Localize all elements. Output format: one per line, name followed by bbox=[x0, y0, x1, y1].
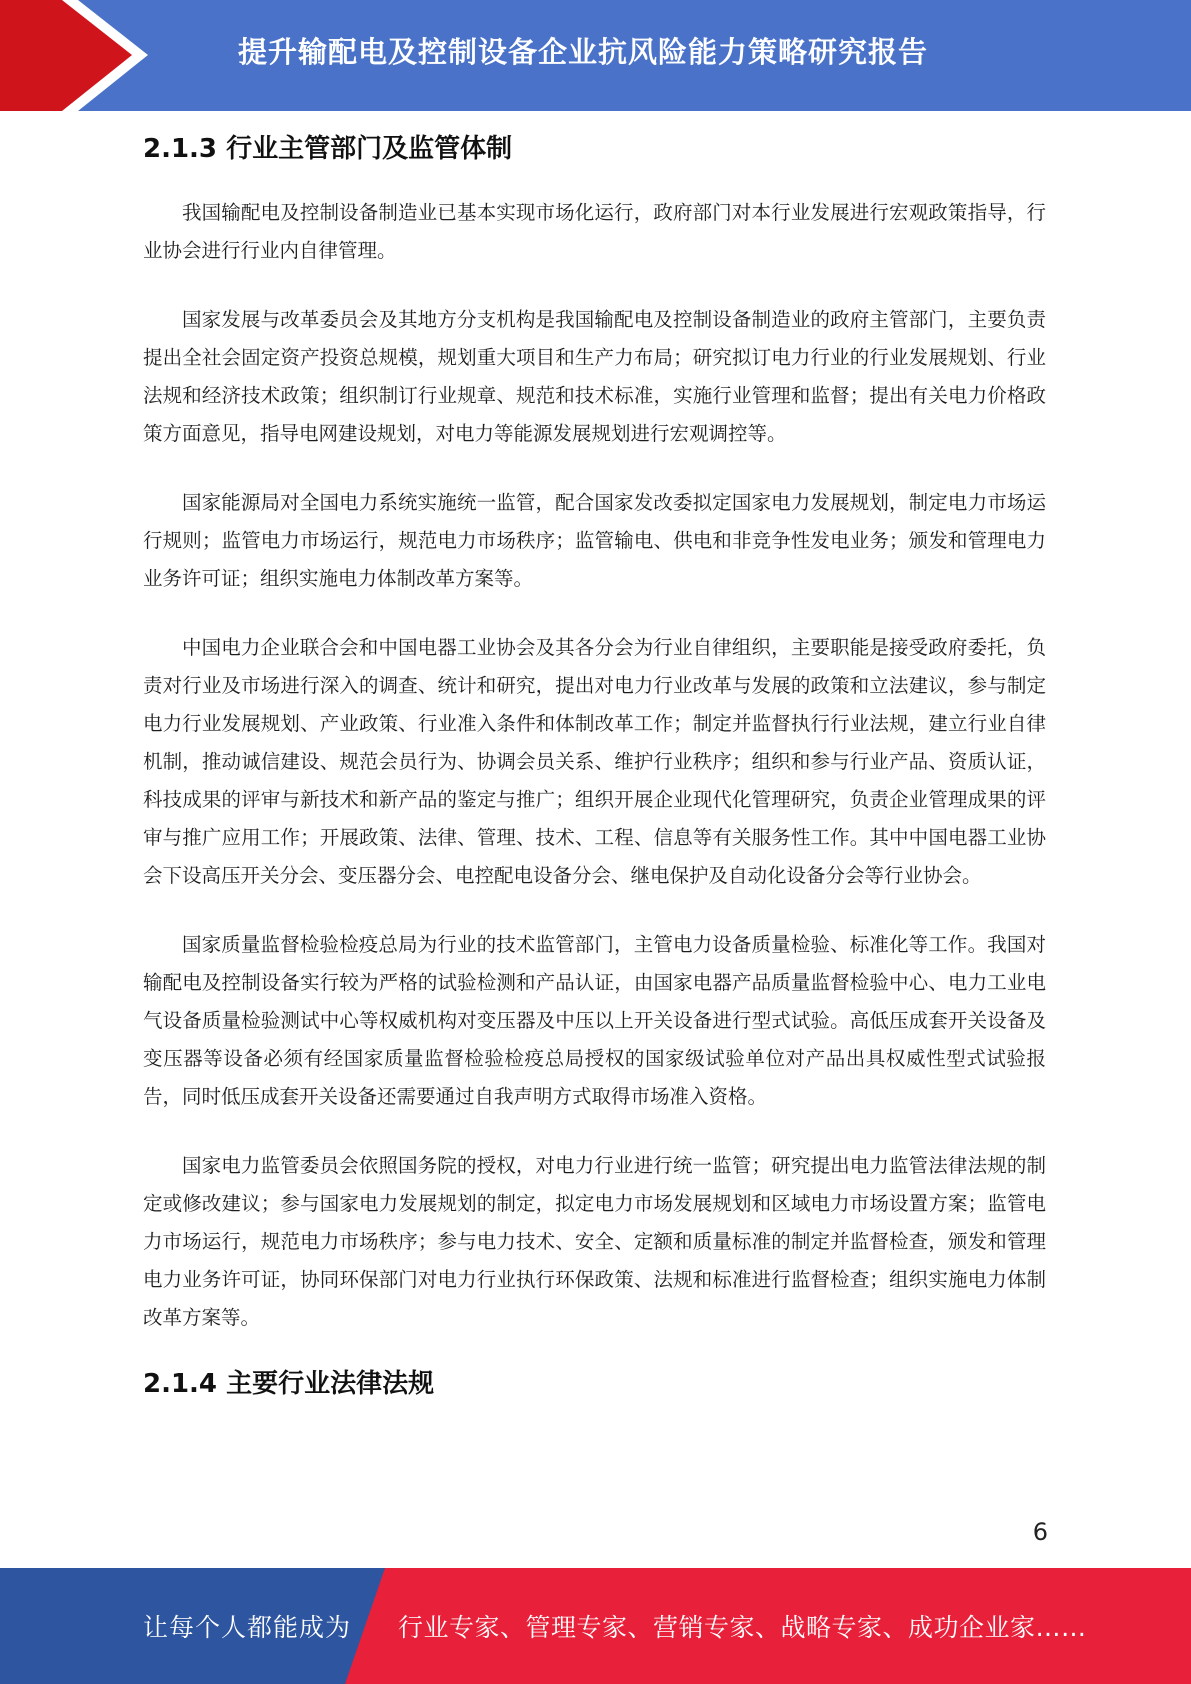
red-chevron-decoration bbox=[0, 0, 155, 111]
paragraph-3: 国家能源局对全国电力系统实施统一监管，配合国家发改委拟定国家电力发展规划，制定电力市场运行规则；监管电力市场运行，规范电力市场秩序；监管输电、供电和非竞争性发电业务；颁发和管理电力业务许可证；组织实施电力体制改革方案等。 bbox=[143, 491, 1046, 590]
page-number: 6 bbox=[1032, 1518, 1048, 1546]
section-heading-2-1-3: 2.1.3 行业主管部门及监管体制 bbox=[143, 134, 513, 164]
paragraph-1: 我国输配电及控制设备制造业已基本实现市场化运行，政府部门对本行业发展进行宏观政策指导，行业协会进行行业内自律管理。 bbox=[143, 201, 1046, 262]
section-heading-2-1-4: 2.1.4 主要行业法律法规 bbox=[143, 1369, 435, 1399]
main-content bbox=[143, 126, 1046, 1407]
paragraph-4: 中国电力企业联合会和中国电器工业协会及其各分会为行业自律组织，主要职能是接受政府委托，负责对行业及市场进行深入的调查、统计和研究，提出对电力行业改革与发展的政策和立法建议，参与制定电力行业发展规划、产业政策、行业准入条件和体制改革工作；制定并监督执行行业法规，建立行业自律机制，推动诚信建设、规范会员行为、协调会员关系、维护行业秩序；组织和参与行业产品、资质认证，科技成果的评审与新技术和新产品的鉴定与推广；组织开展企业现代化管理研究，负责企业管理成果的评审与推广应用工作；开展政策、法律、管理、技术、工程、信息等有关服务性工作。其中中国电器工业协会下设高压开关分会、变压器分会、电控配电设备分会、继电保护及自动化设备分会等行业协会。 bbox=[143, 636, 1046, 887]
footer-slogan-right: 行业专家、管理专家、营销专家、战略专家、成功企业家…… bbox=[398, 1613, 1087, 1642]
paragraph-6: 国家电力监管委员会依照国务院的授权，对电力行业进行统一监管；研究提出电力监管法律法规的制定或修改建议；参与国家电力发展规划的制定，拟定电力市场发展规划和区域电力市场设置方案；监管电力市场运行，规范电力市场秩序；参与电力技术、安全、定额和质量标准的制定并监督检查，颁发和管理电力业务许可证，协同环保部门对电力行业执行环保政策、法规和标准进行监督检查；组织实施电力体制改革方案等。 bbox=[143, 1154, 1046, 1329]
paragraph-2: 国家发展与改革委员会及其地方分支机构是我国输配电及控制设备制造业的政府主管部门，主要负责提出全社会固定资产投资总规模，规划重大项目和生产力布局；研究拟订电力行业的行业发展规划、行业法规和经济技术政策；组织制订行业规章、规范和技术标准，实施行业管理和监督；提出有关电力价格政策方面意见，指导电网建设规划，对电力等能源发展规划进行宏观调控等。 bbox=[143, 308, 1046, 445]
header-band bbox=[0, 0, 1191, 111]
paragraph-5: 国家质量监督检验检疫总局为行业的技术监管部门，主管电力设备质量检验、标准化等工作。我国对输配电及控制设备实行较为严格的试验检测和产品认证，由国家电器产品质量监督检验中心、电力工业电气设备质量检验测试中心等权威机构对变压器及中压以上开关设备进行型式试验。高低压成套开关设备及变压器等设备必须有经国家质量监督检验检疫总局授权的国家级试验单位对产品出具权威性型式试验报告，同时低压成套开关设备还需要通过自我声明方式取得市场准入资格。 bbox=[143, 933, 1046, 1108]
footer-band bbox=[0, 1568, 1191, 1684]
footer-slogan-left: 让每个人都能成为 bbox=[143, 1613, 352, 1642]
report-title: 提升输配电及控制设备企业抗风险能力策略研究报告 bbox=[238, 35, 929, 69]
